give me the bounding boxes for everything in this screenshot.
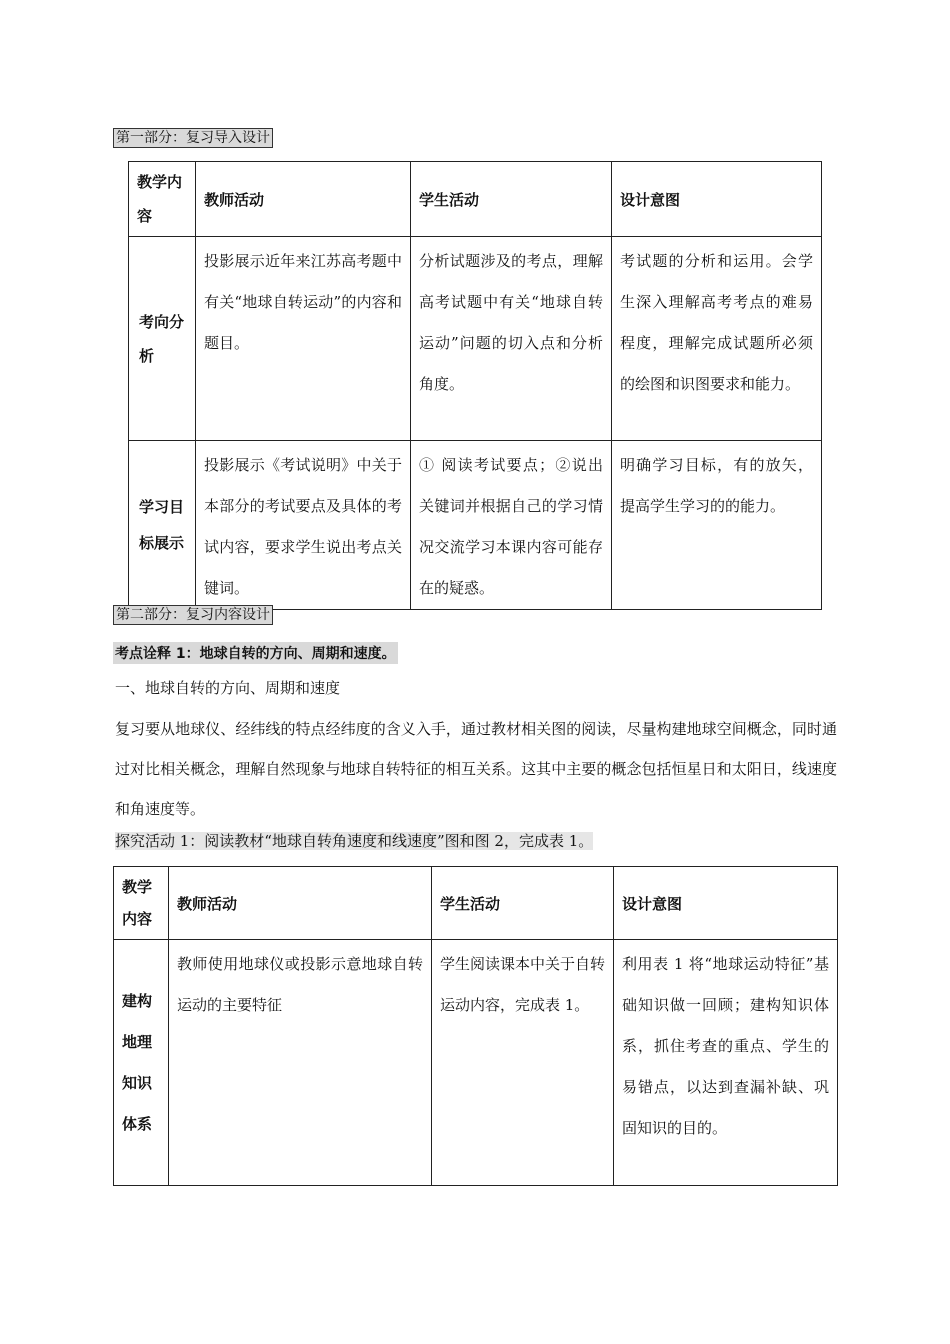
header-content: 教学内容 (137, 173, 183, 225)
student-activity: ① 阅读考试要点；②说出关键词并根据自己的学习情况交流学习本课内容可能存在的疑惑。 (419, 456, 603, 597)
activity-instruction: 探究活动 1：阅读教材“地球自转角速度和线速度”图和图 2，完成表 1。 (115, 832, 594, 850)
student-activity: 学生阅读课本中关于自转运动内容，完成表 1。 (440, 955, 606, 1014)
review-paragraph: 复习要从地球仪、经纬线的特点经纬度的含义入手，通过教材相关图的阅读，尽量构建地球空间概念，同时通过对比相关概念，理解自然现象与地球自转特征的相互关系。这其中主要的概念包括恒星日和太阳日，线速度和角速度等。 (115, 720, 837, 818)
subheading: 一、地球自转的方向、周期和速度 (115, 679, 341, 697)
design-intent: 明确学习目标，有的放矢，提高学生学习的的能力。 (620, 456, 813, 515)
design-intent: 考试题的分析和运用。会学生深入理解高考考点的难易程度，理解完成试题所必须的绘图和识图要求和能力。 (620, 252, 813, 393)
header-content: 教学内容 (122, 878, 153, 928)
design-intent: 利用表 1 将“地球运动特征”基础知识做一回顾；建构知识体系，抓住考查的重点、学生的易错点，以达到查漏补缺、巩固知识的目的。 (622, 955, 829, 1137)
table-row (114, 940, 838, 1186)
row-title: 建构地理知识体系 (122, 991, 153, 1133)
teacher-activity: 教师使用地球仪或投影示意地球自转运动的主要特征 (177, 955, 423, 1014)
part1-heading: 第一部分：复习导入设计 (113, 128, 273, 148)
exam-point-title: 考点诠释 1：地球自转的方向、周期和速度。 (113, 642, 398, 664)
header-student: 学生活动 (419, 190, 480, 209)
row-title: 学习目标展示 (139, 498, 185, 552)
table-header-row (114, 867, 838, 940)
header-student: 学生活动 (440, 894, 501, 913)
review-intro-table (128, 161, 822, 610)
knowledge-system-table (113, 866, 838, 1186)
row-title: 考向分析 (139, 312, 185, 365)
header-teacher: 教师活动 (177, 894, 238, 913)
table-row (129, 441, 822, 610)
part2-heading: 第二部分：复习内容设计 (113, 605, 273, 625)
student-activity: 分析试题涉及的考点，理解高考试题中有关“地球自转运动”问题的切入点和分析角度。 (419, 252, 603, 393)
header-teacher: 教师活动 (204, 190, 265, 209)
teacher-activity: 投影展示近年来江苏高考题中有关“地球自转运动”的内容和题目。 (204, 252, 402, 352)
table-row (129, 237, 822, 441)
table-header-row (129, 162, 822, 237)
header-intent: 设计意图 (622, 894, 683, 913)
teacher-activity: 投影展示《考试说明》中关于本部分的考试要点及具体的考试内容，要求学生说出考点关键词。 (204, 456, 402, 597)
header-intent: 设计意图 (620, 190, 681, 209)
